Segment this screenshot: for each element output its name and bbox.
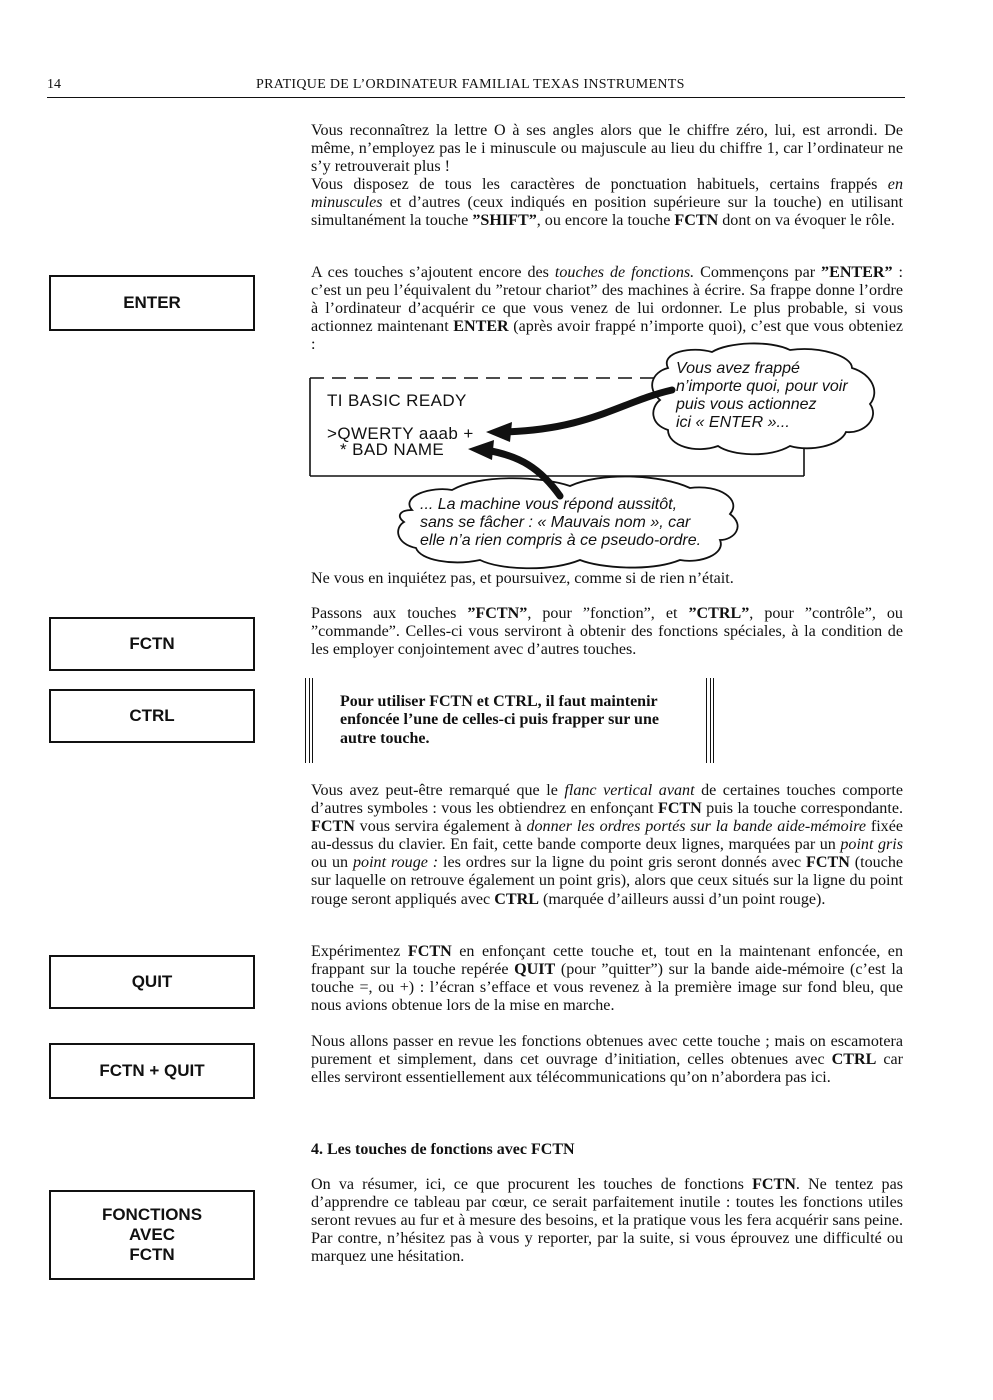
paragraph: Passons aux touches ”FCTN”, pour ”fonction”, et ”CTRL”, pour ”contrôle”, ou ”commande”. Celles-ci vous serviront à obtenir des fonctions spéciales, à la condition de les employer conjointement avec d’autres touches. <box>311 605 903 659</box>
note-box: Pour utiliser FCTN et CTRL, il faut maintenir enfoncée l’une de celles-ci puis frapper sur une autre touche. <box>340 693 659 747</box>
side-box-label-line: FONCTIONS <box>101 1205 203 1224</box>
screen-line-ready: TI BASIC READY <box>327 391 467 410</box>
paragraph: Nous allons passer en revue les fonctions obtenues avec cette touche ; mais on escamotera purement et simplement, dans cet ouvrage d’initiation, celles obtenues avec CTRL car elles serviront essentiellement aux télécommunications qu’on n’abordera pas ici. <box>311 1033 903 1087</box>
bubble-line: puis vous actionnez <box>676 396 817 413</box>
bubble-line: Vous avez frappé <box>676 360 800 377</box>
paragraph: Ne vous en inquiétez pas, et poursuivez, comme si de rien n’était. <box>311 570 734 587</box>
bubble-top-text <box>676 360 848 432</box>
side-box-label: CTRL <box>129 706 175 725</box>
paragraph: Vous avez peut-être remarqué que le flanc vertical avant de certaines touches comporte d’autres symboles : vous les obtiendrez en enfonçant FCTN puis la touche correspondante. FCTN vous servira également à donner les ordres portés sur la bande aide-mémoire fixée au-dessus du clavier. En fait, cette bande comporte deux lignes, marquées par un point gris ou un point rouge : les ordres sur la ligne du point gris seront donnés avec FCTN (touche sur laquelle on retrouve également un point gris), alors que ceux situés sur la ligne du point rouge seront appliqués avec CTRL (marquée d’ailleurs aussi d’un point rouge). <box>311 782 904 908</box>
arrow-head <box>486 422 512 442</box>
arrow-enter <box>502 390 672 432</box>
bubble-bottom-text <box>420 496 701 550</box>
section-heading: 4. Les touches de fonctions avec FCTN <box>311 1141 575 1158</box>
side-box-label-line: AVEC <box>129 1225 175 1244</box>
paragraph: Expérimentez FCTN en enfonçant cette touche et, tout en la maintenant enfoncée, en frappant sur la touche repérée QUIT (pour ”quitter”) sur la bande aide-mémoire (c’est la touche =, ou +) : l’écran s’efface et vous revenez à la première image sur fond bleu, que nous avions obtenue lors de la mise en marche. <box>311 943 903 1015</box>
side-box-label: ENTER <box>123 293 181 312</box>
bubble-line: ici « ENTER »... <box>676 414 790 431</box>
bubble-line: n’importe quoi, pour voir <box>676 378 848 395</box>
paragraph: Vous disposez de tous les caractères de ponctuation habituels, certains frappés en minuscules et d’autres (ceux indiqués en position supérieure sur la touche) en utilisant simultanément la touche ”SHIFT”, ou encore la touche FCTN dont on va évoquer le rôle. <box>311 176 903 230</box>
bubble-line: ... La machine vous répond aussitôt, <box>420 496 678 513</box>
running-header: PRATIQUE DE L’ORDINATEUR FAMILIAL TEXAS INSTRUMENTS <box>256 77 685 92</box>
side-box-label: FCTN + QUIT <box>99 1061 205 1080</box>
screen-line-input: >QWERTY aaab + <box>327 424 474 443</box>
bubble-line: sans se fâcher : « Mauvais nom », car <box>420 514 691 531</box>
side-box-label-line: FCTN <box>129 1245 175 1264</box>
paragraph: A ces touches s’ajoutent encore des touches de fonctions. Commençons par ”ENTER” : c’est un peu l’équivalent du ”retour chariot” des machines à écrire. Sa frappe donne l’ordre à l’ordinateur d’acquérir ce que vous venez de lui ordonner. Le plus probable, si vous actionnez maintenant ENTER (après avoir frappé n’importe quoi), c’est que vous obteniez : <box>311 264 903 354</box>
screen-line-error: * BAD NAME <box>340 440 445 459</box>
bubble-line: elle n’a rien compris à ce pseudo-ordre. <box>420 532 702 549</box>
paragraph: Vous reconnaîtrez la lettre O à ses angles alors que le chiffre zéro, lui, est arrondi. De même, n’employez pas le i minuscule ou majuscule au lieu du chiffre 1, car l’ordinateur ne s’y retrouverait plus ! <box>311 122 903 176</box>
page-number: 14 <box>47 77 61 92</box>
paragraph: On va résumer, ici, ce que procurent les touches de fonctions FCTN. Ne tentez pas d’apprendre ce tableau par cœur, ce serait parfaitement inutile : toutes les fonctions utiles seront revues au fur et à mesure des besoins, et la pratique vous les fera acquérir sans peine. Par contre, n’hésitez pas à vous y reporter, par la suite, si vous éprouvez une difficulté ou marquez une hésitation. <box>311 1176 903 1266</box>
side-box-label: QUIT <box>131 972 173 991</box>
side-box-label: FCTN <box>129 634 175 653</box>
